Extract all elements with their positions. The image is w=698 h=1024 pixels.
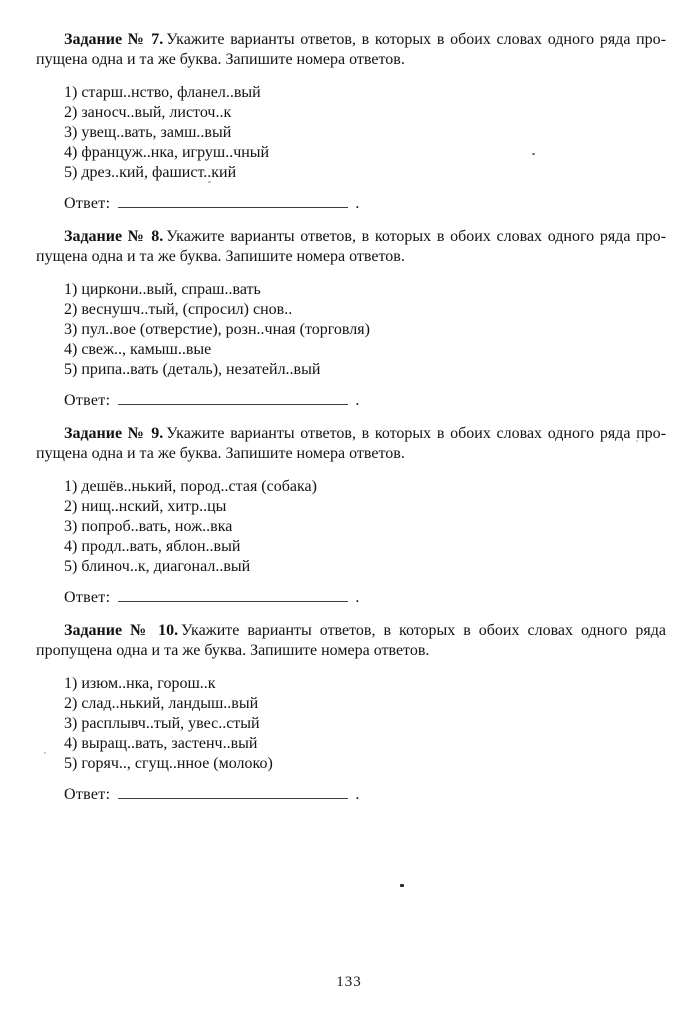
task-8-title: Задание № 8. <box>64 228 164 245</box>
task-7-options <box>36 83 666 183</box>
task-10-heading <box>36 621 666 661</box>
task-7-prompt: Укажите варианты ответов, в которых в обоих словах одного ряда пропущена одна и та же буква. Запишите номера ответов. <box>36 31 667 68</box>
answer-blank-line <box>118 588 348 602</box>
option-item: 1) изюм..нка, горош..к <box>64 675 216 692</box>
option-item: 4) свеж.., камыш..вые <box>64 341 212 358</box>
task-9-answer-row <box>36 587 666 608</box>
scan-speck <box>532 153 535 155</box>
task-8-heading <box>36 227 666 267</box>
option-item: 4) француж..нка, игруш..чный <box>64 144 270 161</box>
option-item: 5) припа..вать (деталь), незатейл..вый <box>64 361 321 378</box>
option-item: 5) дрез..кий, фашист..кий <box>64 164 237 181</box>
option-item: 2) веснушч..тый, (спросил) снов.. <box>64 301 293 318</box>
option-item: 2) заносч..вый, листоч..к <box>64 104 232 121</box>
option-item: 3) увещ..вать, замш..вый <box>64 124 232 141</box>
answer-label: Ответ: <box>64 195 111 212</box>
task-8-options <box>36 280 666 380</box>
scan-speck <box>636 440 638 442</box>
task-10-title: Задание № 10. <box>64 622 179 639</box>
task-10-prompt: Укажите варианты ответов, в которых в обоих словах одного ряда пропущена одна и та же буква. Запишите номера ответов. <box>36 622 667 659</box>
answer-period: . <box>355 589 360 606</box>
task-8-prompt: Укажите варианты ответов, в которых в обоих словах одного ряда пропущена одна и та же буква. Запишите номера ответов. <box>36 228 667 265</box>
scan-speck <box>400 884 404 887</box>
answer-label: Ответ: <box>64 392 111 409</box>
task-7 <box>36 30 666 214</box>
task-9-prompt: Укажите варианты ответов, в которых в обоих словах одного ряда пропущена одна и та же буква. Запишите номера ответов. <box>36 425 667 462</box>
task-10 <box>36 621 666 805</box>
task-10-options <box>36 674 666 774</box>
task-9 <box>36 424 666 608</box>
option-item: 5) горяч.., сгущ..нное (молоко) <box>64 755 273 772</box>
answer-period: . <box>355 786 360 803</box>
task-8-answer-row <box>36 390 666 411</box>
task-7-title: Задание № 7. <box>64 31 164 48</box>
task-8 <box>36 227 666 411</box>
answer-label: Ответ: <box>64 589 111 606</box>
task-9-heading <box>36 424 666 464</box>
scan-speck <box>208 181 211 183</box>
task-7-heading <box>36 30 666 70</box>
option-item: 2) слад..нький, ландыш..вый <box>64 695 259 712</box>
answer-blank-line <box>118 391 348 405</box>
option-item: 3) пул..вое (отверстие), розн..чная (торговля) <box>64 321 370 338</box>
option-item: 1) старш..нство, фланел..вый <box>64 84 261 101</box>
task-9-options <box>36 477 666 577</box>
page-number: 133 <box>336 974 362 990</box>
task-7-answer-row <box>36 193 666 214</box>
option-item: 4) выращ..вать, застенч..вый <box>64 735 258 752</box>
answer-blank-line <box>118 194 348 208</box>
option-item: 1) циркони..вый, спраш..вать <box>64 281 261 298</box>
text-column <box>36 30 666 818</box>
scan-speck <box>44 752 46 754</box>
option-item: 3) расплывч..тый, увес..стый <box>64 715 260 732</box>
option-item: 4) продл..вать, яблон..вый <box>64 538 241 555</box>
option-item: 2) нищ..нский, хитр..цы <box>64 498 227 515</box>
answer-period: . <box>355 195 360 212</box>
option-item: 3) попроб..вать, нож..вка <box>64 518 233 535</box>
answer-blank-line <box>118 785 348 799</box>
answer-period: . <box>355 392 360 409</box>
task-9-title: Задание № 9. <box>64 425 164 442</box>
answer-label: Ответ: <box>64 786 111 803</box>
option-item: 5) блиноч..к, диагонал..вый <box>64 558 251 575</box>
option-item: 1) дешёв..нький, пород..стая (собака) <box>64 478 317 495</box>
task-10-answer-row <box>36 784 666 805</box>
